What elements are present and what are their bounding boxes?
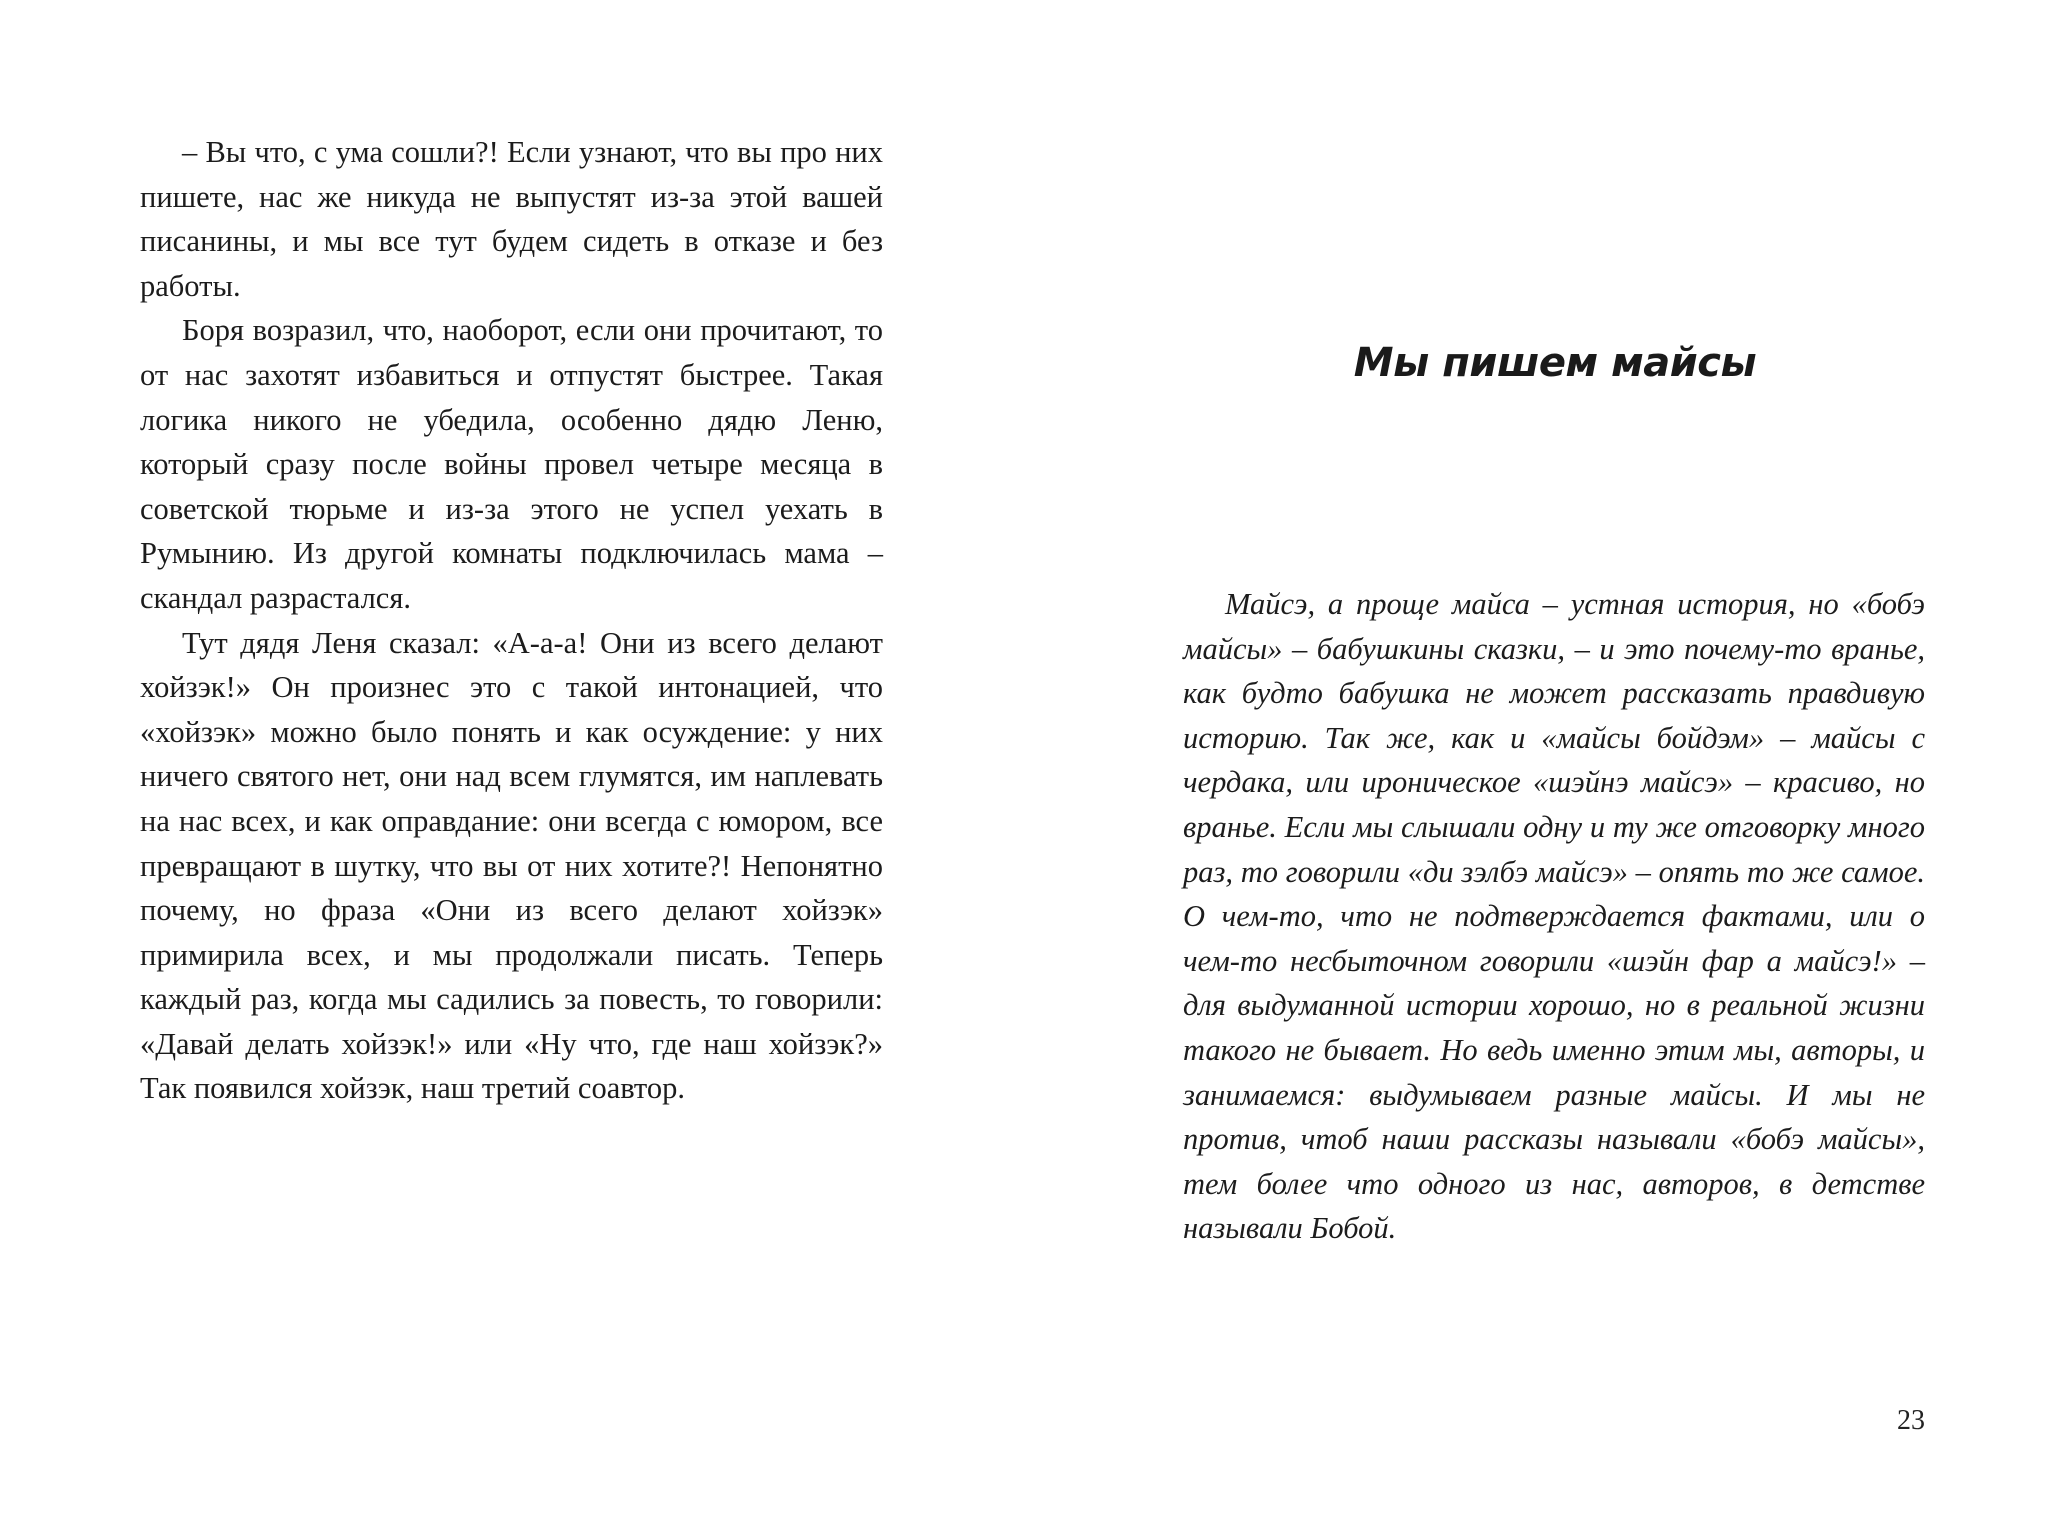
paragraph: Майсэ, а проще майса – устная история, но «бобэ майсы» – бабушкины сказки, – и это почему-то вранье, как будто бабушка не может рассказать правдивую историю. Так же, как и «майсы бойдэм» – майсы с чердака, или ироническое «шэйнэ майсэ» – красиво, но вранье. Если мы слышали одну и ту же отговорку много раз, то говорили «ди зэлбэ майсэ» – опять то же самое. О чем-то, что не подтверждается фактами, или о чем-то несбыточном говорили «шэйн фар а майсэ!» – для выдуманной истории хорошо, но в реальной жизни такого не бывает. Но ведь именно этим мы, авторы, и занимаемся: выдумываем разные майсы. И мы не против, чтоб наши рассказы называли «бобэ майсы», тем более что одного из нас, авторов, в детстве называли Бобой.	[1183, 587, 1925, 1246]
right-page-text	[1183, 582, 1925, 1251]
paragraph: – Вы что, с ума сошли?! Если узнают, что вы про них пишете, нас же никуда не выпустят из-за этой вашей писанины, и мы все тут будем сидеть в отказе и без работы.	[140, 135, 883, 303]
paragraph: Тут дядя Леня сказал: «А-а-а! Они из всего делают хойзэк!» Он произнес это с такой интонацией, что «хойзэк» можно было понять и как осуждение: у них ничего святого нет, они над всем глумятся, им наплевать на нас всех, и как оправдание: они всегда с юмором, все превращают в шутку, что вы от них хотите?! Непонятно почему, но фраза «Они из всего делают хойзэк» примирила всех, и мы продолжали писать. Теперь каждый раз, когда мы садились за повесть, то говорили: «Давай делать хойзэк!» или «Ну что, где наш хойзэк?» Так появился хойзэк, наш третий соавтор.	[140, 625, 883, 1106]
page-number: 23	[1897, 1405, 1925, 1436]
paragraph: Боря возразил, что, наоборот, если они прочитают, то от нас захотят избавиться и отпустят быстрее. Такая логика никого не убедила, особенно дядю Леню, который сразу после войны провел четыре месяца в советской тюрьме и из-за этого не успел уехать в Румынию. Из другой комнаты подключилась мама – скандал разрастался.	[140, 313, 883, 615]
chapter-title: Мы пишем майсы	[1353, 340, 1757, 386]
left-page-text	[140, 130, 883, 1111]
